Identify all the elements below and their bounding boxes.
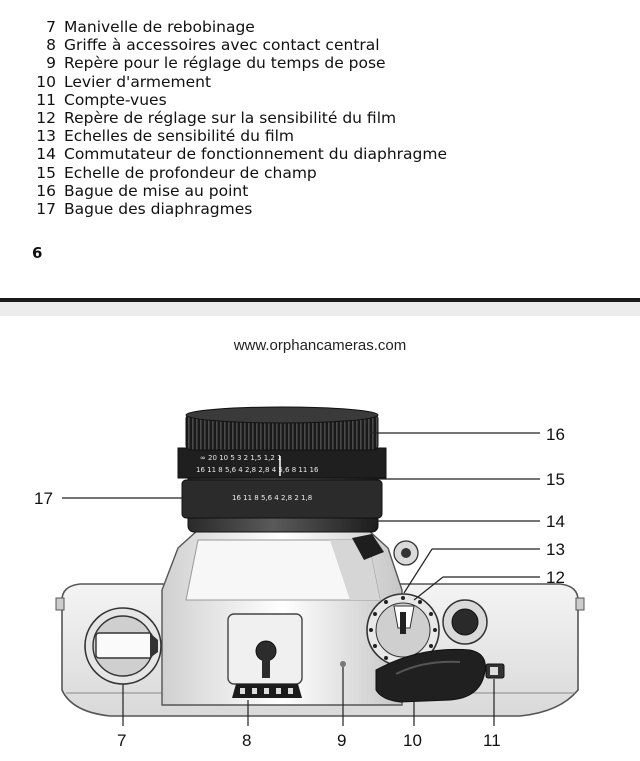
- legend-text: Repère de réglage sur la sensibilité du film: [64, 108, 397, 127]
- legend-text: Commutateur de fonctionnement du diaphragme: [64, 145, 447, 164]
- callout-label-13: 13: [546, 540, 565, 559]
- frame-counter-digit: [490, 667, 498, 675]
- exposure-index-dot: [340, 661, 346, 667]
- callout-label-14: 14: [546, 512, 565, 531]
- dial-pointer: [400, 612, 406, 634]
- callout-label-12: 12: [546, 568, 565, 587]
- callout-label-11: 11: [483, 731, 501, 750]
- dof-scale-text: 16 11 8 5,6 4 2,8 2,8 4 5,6 8 11 16: [196, 466, 319, 474]
- legend-number: 13: [36, 127, 56, 146]
- legend-number: 11: [36, 90, 56, 109]
- left-strap-lug: [56, 598, 64, 610]
- legend-text: Griffe à accessoires avec contact central: [64, 36, 380, 55]
- callout-label-10: 10: [403, 731, 422, 750]
- callout-label-15: 15: [546, 470, 565, 489]
- legend-text: Echelles de sensibilité du film: [64, 127, 295, 146]
- legend-number: 12: [36, 108, 56, 127]
- legend-text: Bague des diaphragmes: [64, 199, 253, 218]
- aperture-scale-text: 16 11 8 5,6 4 2,8 2 1,8: [232, 494, 313, 502]
- legend-text: Repère pour le réglage du temps de pose: [64, 54, 386, 73]
- website-url: www.orphancameras.com: [233, 337, 407, 354]
- lens-front-rim: [186, 407, 378, 423]
- aperture-scale: [232, 494, 312, 502]
- legend-text: Echelle de profondeur de champ: [64, 163, 317, 182]
- rewind-crank-handle: [96, 633, 152, 658]
- legend-number: 15: [36, 163, 56, 182]
- callout-label-17: 17: [34, 489, 53, 508]
- center-contact-post: [262, 656, 270, 678]
- legend-text: Bague de mise au point: [64, 181, 249, 200]
- legend-number: 17: [36, 199, 56, 218]
- callout-label-8: 8: [242, 731, 252, 750]
- legend-text: Levier d'armement: [64, 72, 212, 91]
- shutter-release-button: [452, 609, 478, 635]
- callout-label-7: 7: [117, 731, 127, 750]
- right-strap-lug: [576, 598, 584, 610]
- legend-number: 9: [46, 54, 56, 73]
- legend-number: 10: [36, 72, 56, 91]
- flash-sync-knob-center: [401, 548, 411, 558]
- legend-text: Manivelle de rebobinage: [64, 18, 255, 36]
- callout-label-16: 16: [546, 425, 565, 444]
- callout-label-9: 9: [337, 731, 347, 750]
- legend-text: Compte-vues: [64, 90, 167, 109]
- page-number: 6: [32, 244, 43, 262]
- legend-number: 8: [46, 36, 56, 55]
- legend-number: 7: [46, 18, 56, 36]
- legend-number: 16: [36, 181, 56, 200]
- legend-number: 14: [36, 145, 56, 164]
- distance-scale-text: ∞ 20 10 5 3 2 1,5 1,2 1: [200, 454, 282, 462]
